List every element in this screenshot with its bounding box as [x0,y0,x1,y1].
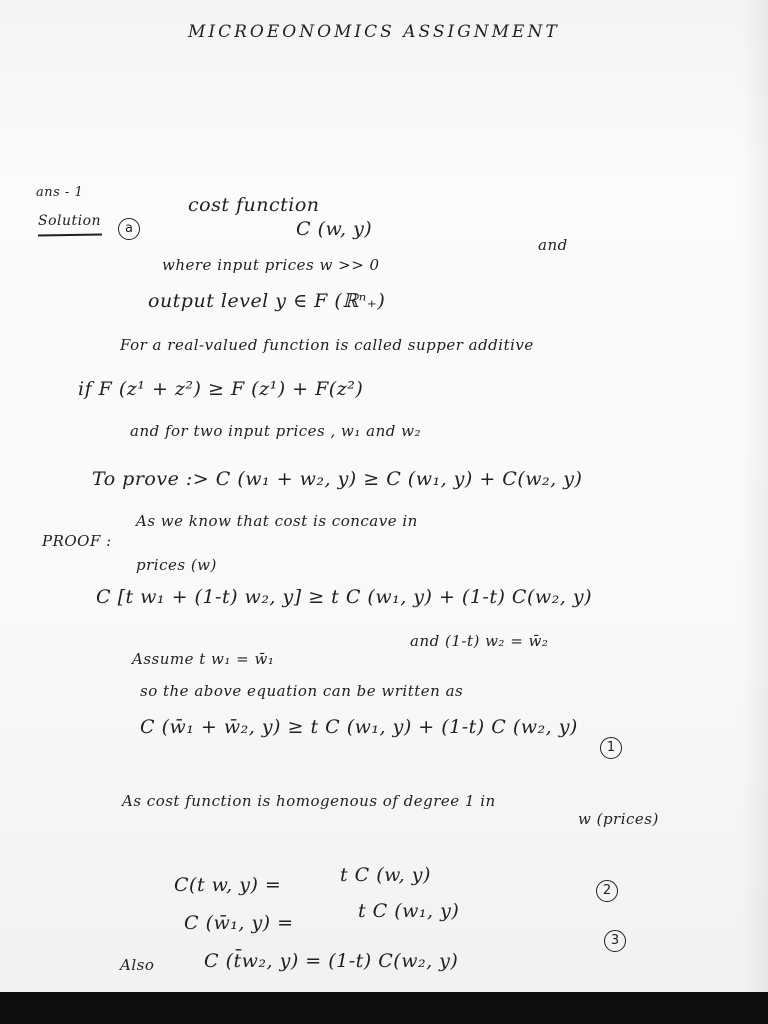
cost-function-heading: cost function [188,194,320,216]
page-title: MICROEONOMICS ASSIGNMENT [188,22,560,42]
equation-3-left: C (w̄₁, y) = [184,912,294,934]
and-word-1: and [538,236,568,254]
page-edge-shadow [742,0,768,1024]
bottom-shadow-band [0,992,768,1024]
assume-substitution-2: and (1-t) w₂ = w̄₂ [410,632,549,650]
equation-4: C (t̄w₂, y) = (1-t) C(w₂, y) [204,950,459,972]
output-level-line: output level y ∈ F (ℝⁿ₊) [148,290,386,312]
also-label: Also [120,956,155,974]
equation-2-right: t C (w, y) [340,864,431,886]
equation-2-tag: 2 [596,880,618,902]
homogeneity-statement: As cost function is homogenous of degree 1 in [122,792,496,810]
proof-label: PROOF : [42,532,112,550]
solution-underline [38,233,102,236]
to-prove-statement: To prove :> C (w₁ + w₂, y) ≥ C (w₁, y) + C(w₂, y) [92,468,583,490]
two-input-prices-line: and for two input prices , w₁ and w₂ [130,422,421,440]
proof-intro-line-2: prices (w) [136,556,217,574]
superadditive-condition: if F (z¹ + z²) ≥ F (z¹) + F(z²) [78,378,364,400]
input-prices-line: where input prices w >> 0 [162,256,380,274]
answer-number: ans - 1 [36,185,84,200]
equation-3-tag: 3 [604,930,626,952]
equation-3-right: t C (w₁, y) [358,900,460,922]
cost-notation: C (w, y) [296,218,373,240]
rewrite-intro: so the above equation can be written as [140,682,464,700]
superadditive-definition: For a real-valued function is called supper additive [120,336,534,354]
item-marker-circle: a [118,218,140,240]
assume-substitution: Assume t w₁ = w̄₁ [132,650,275,668]
homogeneity-statement-2: w (prices) [578,810,659,828]
proof-intro-line-1: As we know that cost is concave in [136,512,418,530]
equation-1-tag: 1 [600,737,622,759]
solution-label: Solution [38,213,102,229]
equation-1: C (w̄₁ + w̄₂, y) ≥ t C (w₁, y) + (1-t) C (w₂, y) [140,716,578,738]
equation-2-left: C(t w, y) = [174,874,282,896]
concavity-inequality: C [t w₁ + (1-t) w₂, y] ≥ t C (w₁, y) + (1-t) C(w₂, y) [96,586,592,608]
